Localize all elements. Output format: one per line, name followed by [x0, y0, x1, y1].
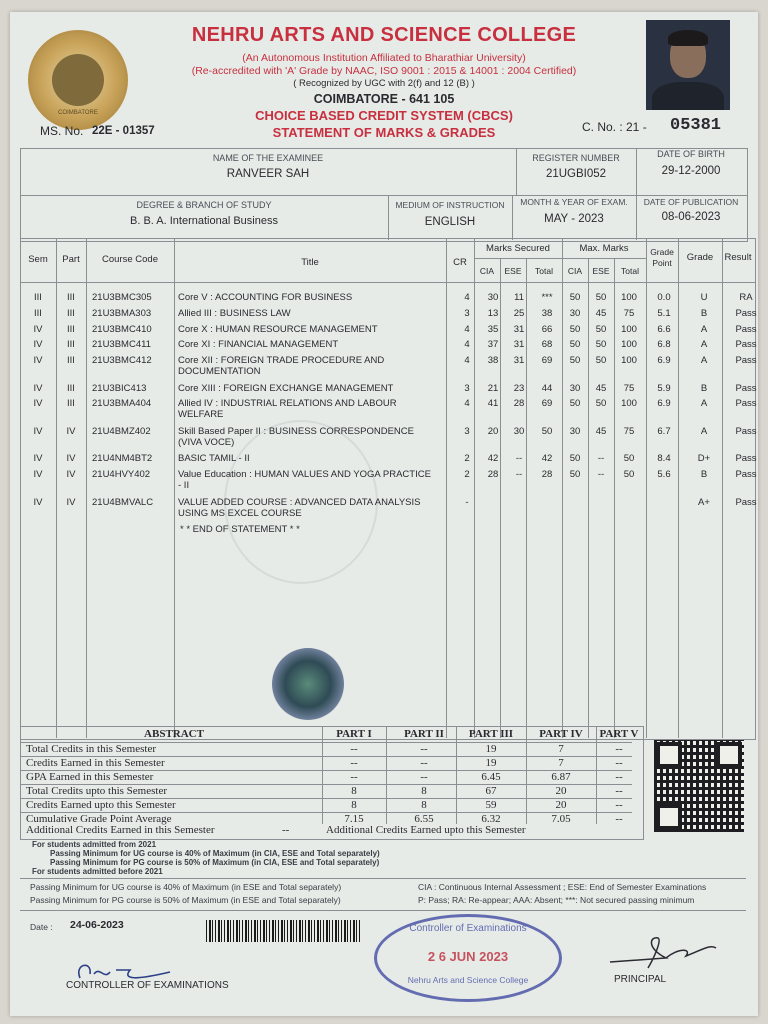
cell-cr: 4	[464, 398, 470, 409]
abstract-p5: --	[615, 757, 623, 769]
abstract-p1: --	[350, 757, 358, 769]
degree-label: DEGREE & BRANCH OF STUDY	[136, 200, 272, 210]
cell-grade: U	[700, 292, 708, 303]
cell-mtot: 100	[621, 324, 637, 335]
end-of-statement: * * END OF STATEMENT * *	[180, 524, 300, 535]
cell-sem: IV	[33, 355, 43, 366]
cell-mtot: 75	[623, 426, 635, 437]
note-pg-min-2021: Passing Minimum for PG course is 50% of Maximum (in CIA, ESE and Total separately)	[50, 858, 380, 867]
abstract-p3: 6.45	[481, 771, 501, 783]
cell-cia: 30	[487, 292, 499, 303]
medium-label: MEDIUM OF INSTRUCTION	[395, 200, 505, 210]
additional-sem-value: --	[282, 824, 290, 836]
cell-res: Pass	[735, 398, 757, 409]
qr-code	[654, 740, 744, 832]
cell-tot: 28	[541, 469, 553, 480]
hologram-seal	[272, 648, 344, 720]
cell-mcia: 50	[569, 453, 581, 464]
note-legend: P: Pass; RA: Re-appear; AAA: Absent; ***: Not secured passing minimum	[418, 895, 695, 905]
cell-res: Pass	[735, 324, 757, 335]
abstract-label: Credits Earned in this Semester	[26, 757, 165, 769]
cell-part: III	[67, 339, 75, 350]
cell-grade: D+	[697, 453, 711, 464]
col-title: Title	[301, 257, 319, 268]
cell-cr: 4	[464, 339, 470, 350]
col-grade-point: Grade Point	[650, 247, 674, 268]
cell-sem: III	[34, 292, 42, 303]
cell-title: Core V : ACCOUNTING FOR BUSINESS	[178, 292, 353, 303]
cell-res: RA	[739, 292, 753, 303]
cell-code: 21U3BMC305	[92, 292, 152, 303]
issue-date: 24-06-2023	[70, 919, 124, 931]
cell-title: VALUE ADDED COURSE : ADVANCED DATA ANALYSIS USING MS EXCEL COURSE	[178, 497, 421, 519]
cell-grade: B	[700, 308, 708, 319]
cell-gp: 6.6	[657, 324, 671, 335]
col-sem: Sem	[28, 254, 48, 265]
cell-gp: 5.6	[657, 469, 671, 480]
cell-part: IV	[66, 469, 76, 480]
exam-label: MONTH & YEAR OF EXAM.	[520, 197, 628, 207]
cell-tot: 68	[541, 339, 553, 350]
cell-title: Value Education : HUMAN VALUES AND YOGA PRACTICE - II	[178, 469, 431, 491]
additional-upto-label: Additional Credits Earned upto this Semester	[326, 824, 526, 836]
medium: ENGLISH	[424, 216, 476, 228]
cell-mtot: 100	[621, 292, 637, 303]
subtitle-accreditation: (Re-accredited with 'A' Grade by NAAC, ISO 9001 : 2015 & 14001 : 2004 Certified)	[191, 65, 577, 77]
abstract-p4: 6.87	[551, 771, 571, 783]
stamp-bottom-text: Nehru Arts and Science College	[407, 975, 529, 985]
stamp-top-text: Controller of Examinations	[409, 923, 527, 934]
exam-month: MAY - 2023	[544, 213, 604, 225]
cell-cr: 2	[464, 453, 470, 464]
abstract-p3: 6.32	[481, 813, 501, 825]
cell-mese: 45	[595, 308, 607, 319]
cell-tot: 42	[541, 453, 553, 464]
cell-mcia: 30	[569, 426, 581, 437]
cell-title: Core XII : FOREIGN TRADE PROCEDURE AND DOCUMENTATION	[178, 355, 385, 377]
cell-ese: 25	[513, 308, 525, 319]
abstract-p2: 6.55	[414, 813, 434, 825]
cell-res: Pass	[735, 497, 757, 508]
examinee-name: RANVEER SAH	[226, 168, 310, 180]
cell-mese: 50	[595, 355, 607, 366]
cell-cia: 20	[487, 426, 499, 437]
cell-part: III	[67, 355, 75, 366]
cell-sem: IV	[33, 383, 43, 394]
part-4-heading: PART IV	[539, 728, 583, 740]
cell-part: III	[67, 308, 75, 319]
cbcs-heading: CHOICE BASED CREDIT SYSTEM (CBCS)	[255, 108, 513, 123]
cell-mese: 50	[595, 339, 607, 350]
statement-heading: STATEMENT OF MARKS & GRADES	[272, 125, 496, 140]
cell-tot: ***	[541, 292, 553, 303]
abstract-label: GPA Earned in this Semester	[26, 771, 154, 783]
cell-tot: 44	[541, 383, 553, 394]
cell-gp: 6.9	[657, 355, 671, 366]
cell-title: Core XI : FINANCIAL MANAGEMENT	[178, 339, 339, 350]
cell-res: Pass	[735, 469, 757, 480]
abstract-label: Cumulative Grade Point Average	[26, 813, 172, 825]
cell-gp: 6.7	[657, 426, 671, 437]
abstract-p2: --	[420, 757, 428, 769]
principal-title: PRINCIPAL	[614, 974, 667, 985]
abstract-p5: --	[615, 743, 623, 755]
abstract-p3: 67	[485, 785, 497, 797]
abstract-row	[20, 742, 632, 757]
cell-code: 21U3BMA303	[92, 308, 152, 319]
cell-part: IV	[66, 426, 76, 437]
cell-gp: 5.9	[657, 383, 671, 394]
exam-stamp	[374, 914, 562, 1002]
cell-title: Allied IV : INDUSTRIAL RELATIONS AND LABOUR WELFARE	[178, 398, 397, 420]
cell-title: Core XIII : FOREIGN EXCHANGE MANAGEMENT	[178, 383, 394, 394]
cell-sem: IV	[33, 469, 43, 480]
cell-mtot: 100	[621, 355, 637, 366]
c-no-label: C. No. : 21 -	[582, 120, 647, 134]
col-total: Total	[535, 266, 553, 276]
abstract-label: Total Credits in this Semester	[26, 743, 156, 755]
abstract-heading: ABSTRACT	[144, 728, 204, 740]
abstract-p3: 19	[485, 757, 497, 769]
cell-code: 21U3BMC410	[92, 324, 152, 335]
cell-gp: 8.4	[657, 453, 671, 464]
cell-grade: A	[700, 324, 708, 335]
cell-mcia: 50	[569, 469, 581, 480]
cell-mtot: 100	[621, 339, 637, 350]
cell-ese: 31	[513, 355, 525, 366]
degree: B. B. A. International Business	[130, 215, 278, 227]
cell-res: Pass	[735, 453, 757, 464]
cell-mese: 45	[595, 383, 607, 394]
abstract-p5: --	[615, 813, 623, 825]
cell-part: IV	[66, 497, 76, 508]
cell-tot: 69	[541, 398, 553, 409]
cell-cia: 13	[487, 308, 499, 319]
additional-sem-label: Additional Credits Earned in this Semester	[26, 824, 215, 836]
cell-code: 21U4NM4BT2	[92, 453, 153, 464]
abstract-row	[20, 770, 632, 785]
stamp-date: 2 6 JUN 2023	[427, 949, 509, 964]
cell-cr: 4	[464, 292, 470, 303]
cell-title: Skill Based Paper II : BUSINESS CORRESPONDENCE (VIVA VOCE)	[178, 426, 414, 448]
cell-ese: 30	[513, 426, 525, 437]
col-max-marks: Max. Marks	[579, 243, 629, 254]
cell-tot: 50	[541, 426, 553, 437]
controller-title: CONTROLLER OF EXAMINATIONS	[66, 980, 229, 991]
cell-sem: IV	[33, 497, 43, 508]
cell-code: 21U3BMC411	[92, 339, 151, 350]
barcode	[206, 920, 362, 942]
abstract-p3: 19	[485, 743, 497, 755]
cell-mcia: 30	[569, 308, 581, 319]
table-row	[20, 355, 757, 385]
note-ug-min: Passing Minimum for UG course is 40% of Maximum (in ESE and Total separately)	[30, 882, 342, 892]
cell-code: 21U4HVY402	[92, 469, 151, 480]
cell-mtot: 100	[621, 398, 637, 409]
cell-cr: 3	[464, 383, 470, 394]
register-number: 21UGBI052	[545, 168, 607, 180]
abstract-p2: 8	[421, 799, 427, 811]
cell-gp: 0.0	[657, 292, 671, 303]
abstract-p4: 20	[555, 785, 567, 797]
cell-mese: 45	[595, 426, 607, 437]
col-part: Part	[62, 254, 80, 265]
cell-res: Pass	[735, 383, 757, 394]
cell-cr: 4	[464, 355, 470, 366]
cell-mtot: 50	[623, 469, 635, 480]
cell-grade: A+	[698, 497, 710, 508]
publication-label: DATE OF PUBLICATION	[643, 197, 739, 207]
cell-ese: 31	[513, 339, 525, 350]
cell-cia: 42	[487, 453, 499, 464]
cell-tot: 38	[541, 308, 553, 319]
cell-tot: 69	[541, 355, 553, 366]
abstract-p1: --	[350, 743, 358, 755]
table-row	[20, 469, 757, 499]
note-admitted-from: For students admitted from 2021	[32, 840, 157, 849]
city: COIMBATORE - 641 105	[313, 92, 455, 106]
register-label: REGISTER NUMBER	[532, 153, 620, 163]
cell-mtot: 75	[623, 308, 635, 319]
col-grade: Grade	[686, 252, 714, 263]
part-3-heading: PART III	[468, 728, 514, 740]
cell-mcia: 50	[569, 398, 581, 409]
cell-sem: IV	[33, 426, 43, 437]
col-cia: CIA	[479, 266, 495, 276]
cell-cr: -	[465, 497, 469, 508]
cell-cr: 2	[464, 469, 470, 480]
cell-code: 21U3BIC413	[92, 383, 147, 394]
college-name: NEHRU ARTS AND SCIENCE COLLEGE	[191, 24, 577, 46]
abstract-p3: 59	[485, 799, 497, 811]
dob-label: DATE OF BIRTH	[657, 149, 725, 159]
cell-part: III	[67, 398, 75, 409]
cell-mese: 50	[595, 398, 607, 409]
logo-text: COIMBATORE	[58, 110, 98, 116]
part-2-heading: PART II	[404, 728, 444, 740]
cell-grade: A	[700, 426, 708, 437]
abstract-label: Total Credits upto this Semester	[26, 785, 167, 797]
abstract-p2: 8	[421, 785, 427, 797]
abstract-row	[20, 798, 632, 813]
cell-code: 21U3BMA404	[92, 398, 152, 409]
cell-tot: 66	[541, 324, 553, 335]
abstract-p1: 7.15	[344, 813, 364, 825]
cell-sem: IV	[33, 398, 43, 409]
cell-code: 21U3BMC412	[92, 355, 152, 366]
abstract-p2: --	[420, 743, 428, 755]
publication-date: 08-06-2023	[661, 211, 721, 223]
cell-part: IV	[66, 453, 76, 464]
cell-mese: --	[597, 453, 605, 464]
col-cr: CR	[453, 257, 467, 268]
abstract-header	[20, 728, 639, 742]
table-row	[20, 497, 757, 527]
cell-title: Allied III : BUSINESS LAW	[178, 308, 291, 319]
cell-mtot: 75	[623, 383, 635, 394]
table-row	[20, 426, 757, 456]
cell-grade: A	[700, 339, 708, 350]
abstract-row	[20, 756, 632, 771]
cell-mese: 50	[595, 292, 607, 303]
cell-res: Pass	[735, 426, 757, 437]
abstract-p2: --	[420, 771, 428, 783]
col-ese: ESE	[504, 266, 522, 276]
abstract-label: Credits Earned upto this Semester	[26, 799, 176, 811]
cell-grade: B	[700, 469, 708, 480]
cell-cia: 35	[487, 324, 499, 335]
abstract-row	[20, 784, 632, 799]
cell-cr: 3	[464, 426, 470, 437]
cell-mcia: 50	[569, 292, 581, 303]
cell-ese: --	[515, 469, 523, 480]
col-max-cia: CIA	[567, 266, 583, 276]
cell-gp: 6.9	[657, 398, 671, 409]
note-ug-min-2021: Passing Minimum for UG course is 40% of Maximum (in CIA, ESE and Total separately)	[50, 849, 380, 858]
cell-cia: 28	[487, 469, 499, 480]
cell-res: Pass	[735, 355, 757, 366]
abstract-p4: 7	[558, 743, 564, 755]
cell-res: Pass	[735, 339, 757, 350]
cell-mcia: 50	[569, 324, 581, 335]
ms-label: MS. No.	[40, 124, 84, 138]
abstract-p5: --	[615, 785, 623, 797]
additional-credits-row	[20, 824, 632, 838]
cell-mcia: 30	[569, 383, 581, 394]
abstract-p4: 20	[555, 799, 567, 811]
cell-sem: IV	[33, 339, 43, 350]
cell-grade: A	[700, 398, 708, 409]
cell-mtot: 50	[623, 453, 635, 464]
table-row	[20, 398, 757, 428]
cell-mcia: 50	[569, 355, 581, 366]
cell-mese: --	[597, 469, 605, 480]
abstract-p1: 8	[351, 785, 357, 797]
cell-part: III	[67, 292, 75, 303]
note-cia-ese: CIA : Continuous Internal Assessment ; ESE: End of Semester Examinations	[418, 882, 707, 892]
cell-cr: 4	[464, 324, 470, 335]
cell-ese: 28	[513, 398, 525, 409]
cell-cia: 38	[487, 355, 499, 366]
cell-cia: 41	[487, 398, 499, 409]
col-course-code: Course Code	[102, 254, 158, 265]
col-result: Result	[724, 252, 752, 263]
cell-title: Core X : HUMAN RESOURCE MANAGEMENT	[178, 324, 378, 335]
principal-signature	[606, 928, 736, 972]
abstract-p1: 8	[351, 799, 357, 811]
cell-sem: IV	[33, 324, 43, 335]
name-label: NAME OF THE EXAMINEE	[212, 153, 324, 163]
cell-part: III	[67, 383, 75, 394]
cell-part: III	[67, 324, 75, 335]
cell-title: BASIC TAMIL - II	[178, 453, 250, 464]
cell-sem: IV	[33, 453, 43, 464]
cell-code: 21U4BMVALC	[92, 497, 154, 508]
date-label: Date :	[30, 922, 53, 932]
subtitle-autonomous: (An Autonomous Institution Affiliated to Bharathiar University)	[242, 52, 526, 64]
cell-grade: B	[700, 383, 708, 394]
cell-code: 21U4BMZ402	[92, 426, 151, 437]
cell-cia: 21	[487, 383, 499, 394]
col-marks-secured: Marks Secured	[486, 243, 550, 254]
col-max-total: Total	[621, 266, 639, 276]
abstract-p1: --	[350, 771, 358, 783]
note-admitted-before: For students admitted before 2021	[32, 867, 163, 876]
cell-gp: 6.8	[657, 339, 671, 350]
cell-gp: 5.1	[657, 308, 671, 319]
cell-cia: 37	[487, 339, 499, 350]
abstract-p5: --	[615, 799, 623, 811]
abstract-p5: --	[615, 771, 623, 783]
cell-mcia: 50	[569, 339, 581, 350]
cell-ese: 23	[513, 383, 525, 394]
note-pg-min: Passing Minimum for PG course is 50% of Maximum (in ESE and Total separately)	[30, 895, 341, 905]
part-1-heading: PART I	[336, 728, 372, 740]
cell-ese: 11	[514, 292, 524, 303]
part-5-heading: PART V	[599, 728, 639, 740]
ms-number: 22E - 01357	[92, 125, 155, 137]
abstract-p4: 7.05	[551, 813, 571, 825]
cell-cr: 3	[464, 308, 470, 319]
c-number: 05381	[670, 116, 722, 135]
cell-sem: III	[34, 308, 42, 319]
dob: 29-12-2000	[661, 165, 721, 177]
cell-mese: 50	[595, 324, 607, 335]
abstract-p4: 7	[558, 757, 564, 769]
cell-ese: --	[515, 453, 523, 464]
marksheet	[10, 12, 758, 1016]
cell-ese: 31	[513, 324, 525, 335]
col-max-ese: ESE	[592, 266, 610, 276]
cell-grade: A	[700, 355, 708, 366]
subtitle-ugc: ( Recognized by UGC with 2(f) and 12 (B) )	[293, 78, 475, 89]
cell-res: Pass	[735, 308, 757, 319]
